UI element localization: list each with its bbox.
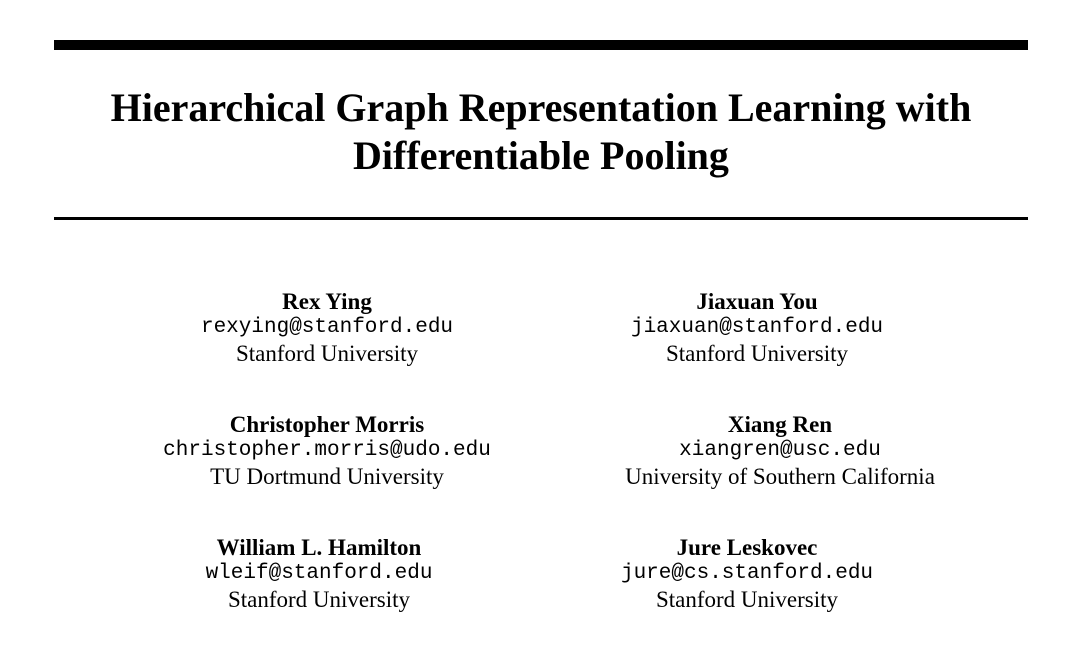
author-block <box>631 288 883 367</box>
top-rule <box>54 40 1028 50</box>
author-affiliation: University of Southern California <box>625 464 935 489</box>
author-email: wleif@stanford.edu <box>205 562 433 585</box>
paper-title-line-2: Differentiable Pooling <box>353 133 729 178</box>
author-block <box>625 411 935 490</box>
author-name: Jure Leskovec <box>676 535 818 560</box>
author-name: Jiaxuan You <box>696 289 818 314</box>
author-name: William L. Hamilton <box>216 535 422 560</box>
author-affiliation: Stanford University <box>235 341 419 366</box>
author-email: christopher.morris@udo.edu <box>163 439 491 462</box>
author-affiliation: Stanford University <box>665 341 849 366</box>
author-block <box>163 411 491 490</box>
author-name: Christopher Morris <box>229 412 425 437</box>
bottom-rule <box>54 217 1028 220</box>
paper-title <box>54 84 1028 180</box>
author-email: rexying@stanford.edu <box>200 316 454 339</box>
author-email: jure@cs.stanford.edu <box>620 562 874 585</box>
author-name: Rex Ying <box>282 289 372 314</box>
author-affiliation: Stanford University <box>227 587 411 612</box>
author-affiliation: TU Dortmund University <box>210 464 444 489</box>
author-name: Xiang Ren <box>727 412 833 437</box>
paper-title-line-1: Hierarchical Graph Representation Learning with <box>110 85 972 130</box>
author-block <box>621 534 873 613</box>
author-email: jiaxuan@stanford.edu <box>630 316 884 339</box>
author-affiliation: Stanford University <box>655 587 839 612</box>
author-block <box>201 288 453 367</box>
author-email: xiangren@usc.edu <box>679 439 881 462</box>
author-block <box>206 534 433 613</box>
